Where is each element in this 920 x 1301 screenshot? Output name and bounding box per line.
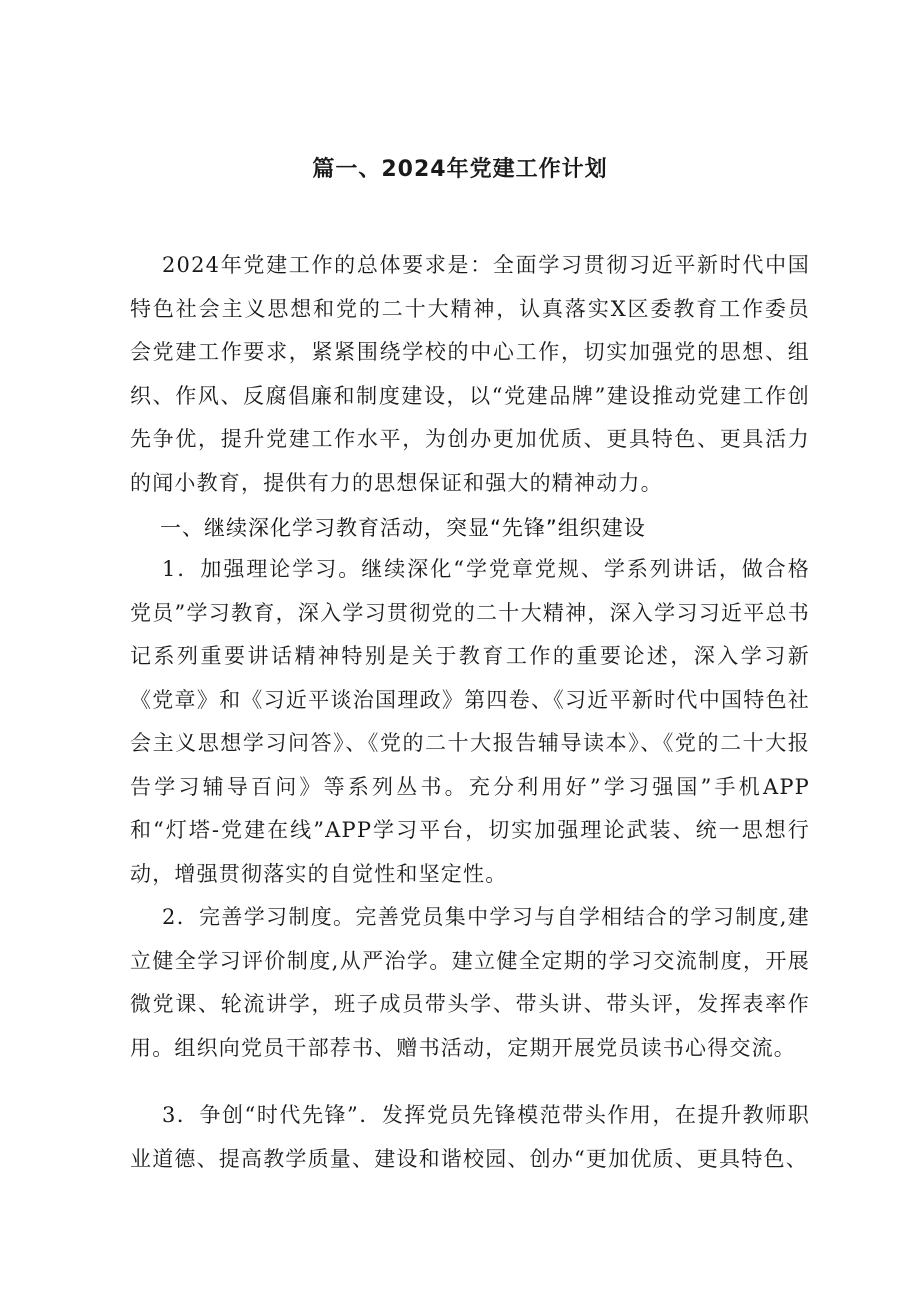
item-2-paragraph: 2．完善学习制度。完善党员集中学习与自学相结合的学习制度,建立健全学习评价制度,从严治学。建立健全定期的学习交流制度，开展微党课、轮流讲学，班子成员带头学、带头讲、带头评，发挥表率作用。组织向党员干部荐书、赠书活动，定期开展党员读书心得交流。 <box>130 905 810 1060</box>
intro-paragraph: 2024年党建工作的总体要求是：全面学习贯彻习近平新时代中国特色社会主义思想和党的二十大精神，认真落实X区委教育工作委员会党建工作要求，紧紧围绕学校的中心工作，切实加强党的思想、组织、作风、反腐倡廉和制度建设，以“党建品牌”建设推动党建工作创先争优，提升党建工作水平，为创办更加优质、更具特色、更具活力的闻小教育，提供有力的思想保证和强大的精神动力。 <box>130 253 810 495</box>
item-1-paragraph: 1．加强理论学习。继续深化“学党章党规、学系列讲话，做合格党员”学习教育，深入学习贯彻党的二十大精神，深入学习习近平总书记系列重要讲话精神特别是关于教育工作的重要论述，深入学习新《党章》和《习近平谈治国理政》第四卷、《习近平新时代中国特色社会主义思想学习问答》、《党的二十大报告辅导读本》、《党的二十大报告学习辅导百问》等系列丛书。充分利用好”学习强国”手机APP和“灯塔-党建在线”APP学习平台，切实加强理论武装、统一思想行动，增强贯彻落实的自觉性和坚定性。 <box>130 557 810 886</box>
document-title: 篇一、2024年党建工作计划 <box>312 157 608 182</box>
section-heading: 一、继续深化学习教育活动，突显“先锋”组织建设 <box>160 516 646 540</box>
item-3-paragraph: 3．争创“时代先锋”．发挥党员先锋模范带头作用，在提升教师职业道德、提高教学质量、建设和谐校园、创办“更加优质、更具特色、 <box>130 1103 810 1171</box>
